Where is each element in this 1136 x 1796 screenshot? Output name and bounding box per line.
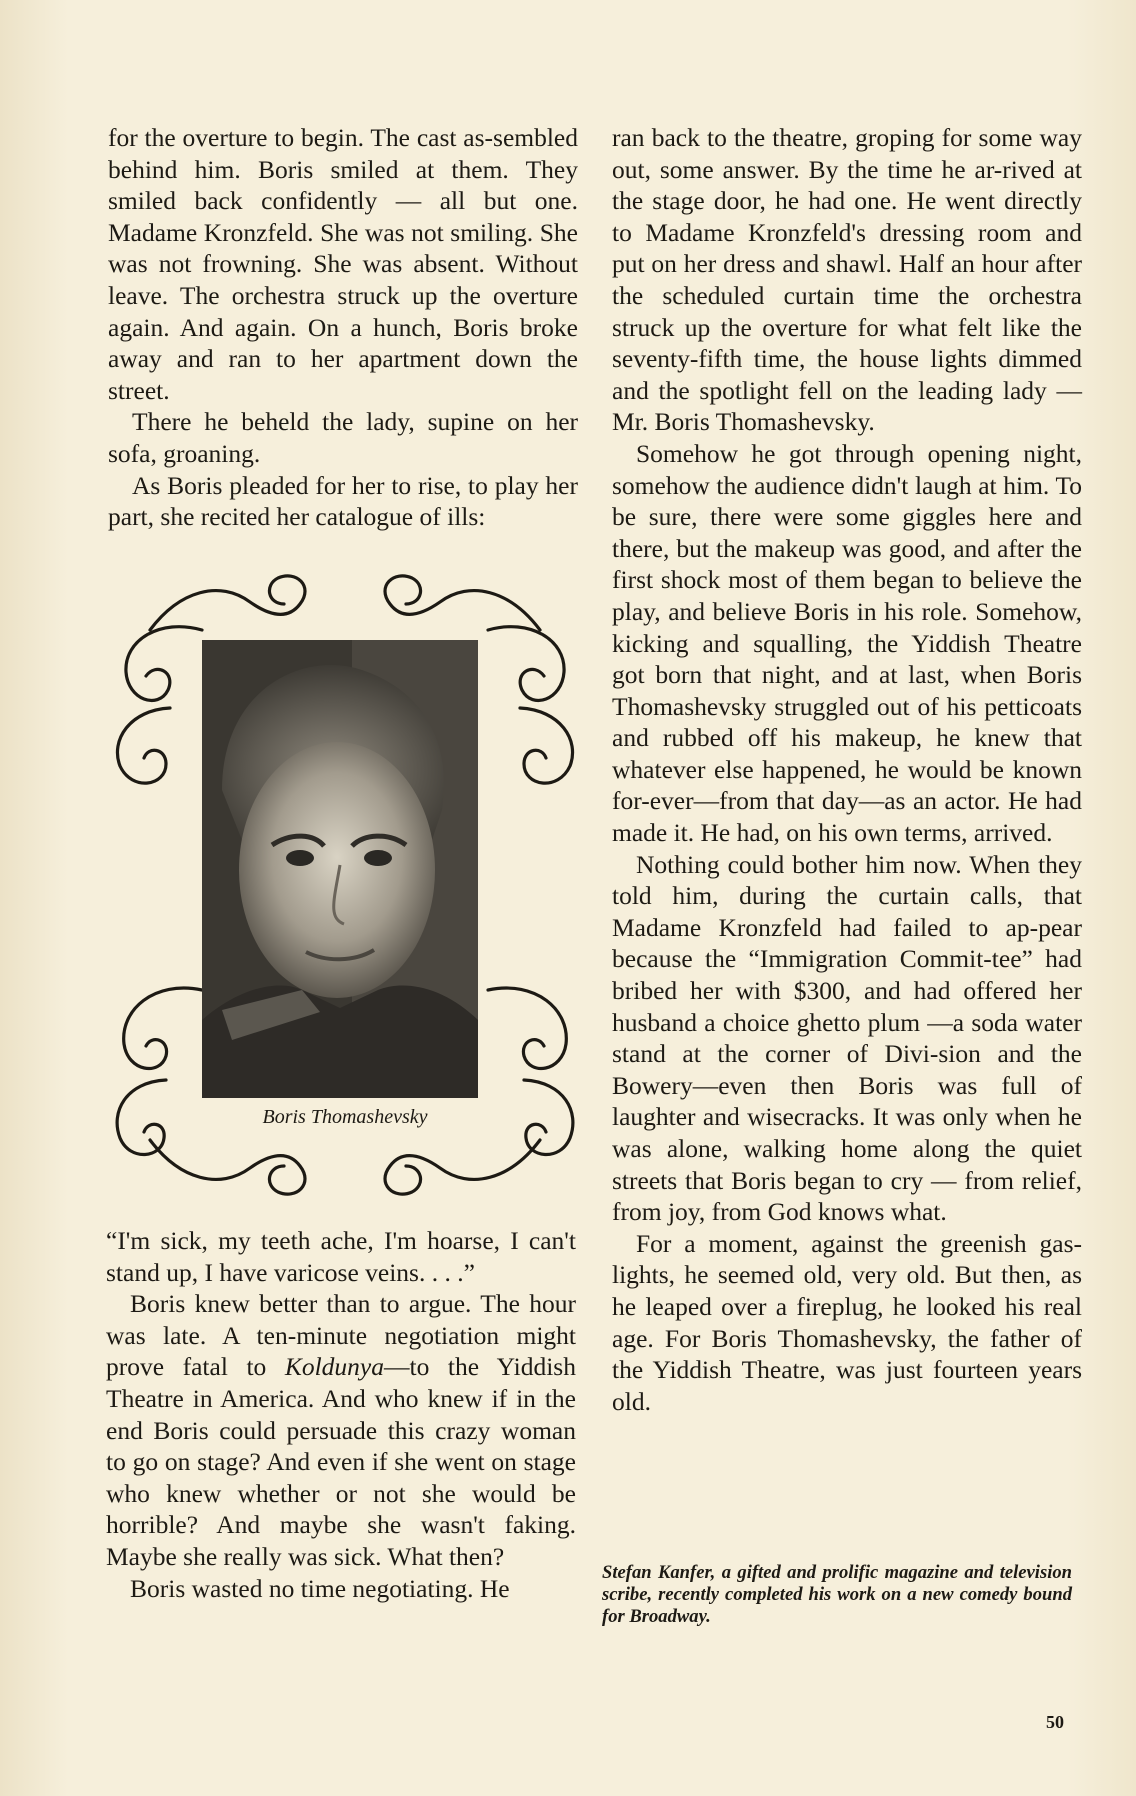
left-column-top — [108, 122, 578, 533]
play-title: Koldunya — [284, 1352, 384, 1382]
paragraph: for the overture to begin. The cast as-sembled behind him. Boris smiled at them. They smiled back confidently — all but one. Madame Kronzfeld. She was not smiling. She was not frowning. She was absent. Without leave. The orchestra struck up the overture again. And again. On a hunch, Boris broke away and ran to her apartment down the street. — [108, 123, 578, 405]
author-note: Stefan Kanfer, a gifted and prolific magazine and television scribe, recently completed his work on a new comedy bound for Broadway. — [602, 1562, 1072, 1627]
paragraph: For a moment, against the greenish gas-lights, he seemed old, very old. But then, as he leaped over a fireplug, he looked his real age. For Boris Thomashevsky, the father of the Yiddish Theatre, was just fourteen years old. — [612, 1228, 1082, 1416]
paragraph-text: Boris knew better than to argue. The hour was late. A ten-minute negotiation might prove fatal to — [106, 1289, 576, 1382]
paragraph: As Boris pleaded for her to rise, to play her part, she recited her catalogue of ills: — [108, 470, 578, 532]
paragraph: Boris wasted no time negotiating. He — [130, 1573, 510, 1603]
portrait-illustration — [202, 640, 478, 1098]
paragraph: “I'm sick, my teeth ache, I'm hoarse, I can't stand up, I have varicose veins. . . .” — [106, 1226, 576, 1287]
right-column — [612, 122, 1082, 1417]
paragraph-text: —to the Yiddish Theatre in America. And who knew if in the end Boris could persuade this crazy woman to go on stage? And even if she went on stage who knew whether or not she would be horrible? And maybe she wasn't faking. Maybe she really was sick. What then? — [106, 1352, 576, 1571]
portrait-photo — [202, 640, 478, 1098]
paragraph — [106, 1288, 576, 1572]
paragraph: There he beheld the lady, supine on her sofa, groaning. — [108, 407, 578, 468]
paragraph: Somehow he got through opening night, somehow the audience didn't laugh at him. To be sure, there were some giggles here and there, but the makeup was good, and after the first shock most of them began to believe the play, and believe Boris in his role. Somehow, kicking and squalling, the Yiddish Theatre got born that night, and at last, when Boris Thomashevsky struggled out of his petticoats and rubbed off his makeup, he knew that whatever else happened, he would be known for-ever—from that day—as an actor. He had made it. He had, on his own terms, arrived. — [612, 438, 1082, 848]
portrait-figure — [110, 560, 580, 1200]
left-column-bottom — [106, 1225, 576, 1604]
paragraph: Nothing could bother him now. When they told him, during the curtain calls, that Madame Kronzfeld had failed to ap-pear because the “Immigration Commit-tee” had bribed her with $300, and had offered her husband a choice ghetto plum —a soda water stand at the corner of Divi-sion and the Bowery—even then Boris was full of laughter and wisecracks. It was only when he was alone, walking home along the quiet streets that Boris began to cry — from relief, from joy, from God knows what. — [612, 849, 1082, 1227]
page-number: 50 — [1046, 1712, 1064, 1732]
photo-caption: Boris Thomashevsky — [262, 1106, 428, 1128]
paragraph: ran back to the theatre, groping for some way out, some answer. By the time he ar-rived at the stage door, he had one. He went directly to Madame Kronzfeld's dressing room and put on her dress and shawl. Half an hour after the scheduled curtain time the orchestra struck up the overture for what felt like the seventy-fifth time, the house lights dimmed and the spotlight fell on the leading lady — Mr. Boris Thomashevsky. — [612, 123, 1082, 437]
